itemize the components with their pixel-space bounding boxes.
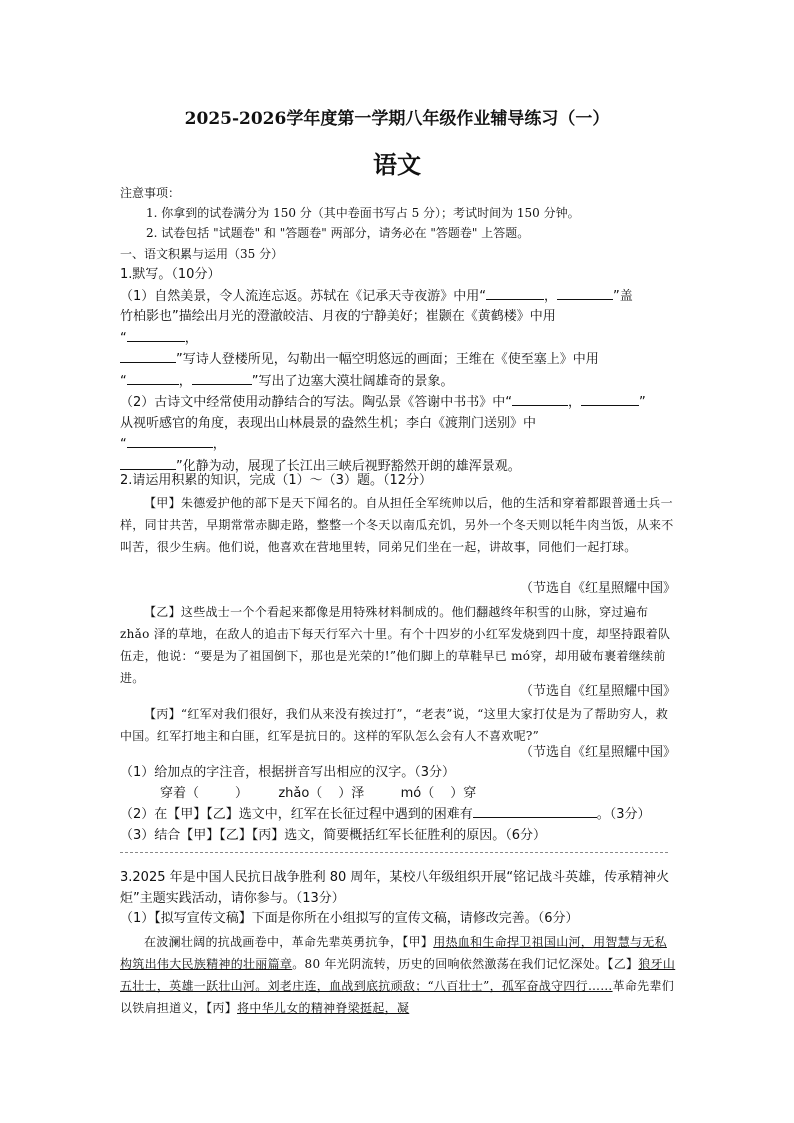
notice-item-1: 1. 你拿到的试卷满分为 150 分（其中卷面书写占 5 分）；考试时间为 150 分钟。 bbox=[146, 206, 580, 220]
answer-blank[interactable] bbox=[581, 392, 639, 406]
underlined-sentence-bing: 将中华儿女的精神脊梁挺起，凝 bbox=[237, 1001, 410, 1015]
passage-jia-source: （节选自《红星照耀中国》 bbox=[519, 581, 676, 596]
answer-blank[interactable] bbox=[120, 349, 176, 363]
propaganda-draft: 在波澜壮阔的抗战画卷中，革命先辈英勇抗争，【甲】用热血和生命捍卫祖国山河，用智慧与无私构筑出伟大民族精神的壮丽篇章。80 年光阴流转，历史的回响依然激荡在我们记忆深处。【乙】狼牙山五壮士，英雄一跃壮山河。刘老庄连，血战到底抗顽敌；“八百壮士”，孤军奋战守四行……革命先辈们以铁肩担道义，【丙】将中华儿女的精神脊梁挺起，凝 bbox=[120, 935, 676, 1015]
exam-title: 2025-2026学年度第一学期八年级作业辅导练习（一） bbox=[184, 109, 610, 129]
answer-blank[interactable] bbox=[557, 286, 613, 300]
section-divider bbox=[120, 852, 668, 853]
question-1-part-1-line-4: ”写诗人登楼所见，勾勒出一幅空明悠远的画面；王维在《使至塞上》中用 bbox=[120, 349, 676, 371]
notice-block bbox=[120, 183, 676, 243]
question-1-part-2-line-2: 从视听感官的角度，表现出山林晨景的盎然生机；李白《渡荆门送别》中 bbox=[120, 415, 537, 431]
answer-blank[interactable] bbox=[192, 371, 252, 385]
section-heading: 一、语文积累与运用（35 分） bbox=[120, 247, 284, 261]
question-1-part-2-line-1: （2）古诗文中经常使用动静结合的写法。陶弘景《答谢中书书》中“ ， ” bbox=[120, 392, 676, 414]
question-3 bbox=[120, 868, 676, 930]
question-1-part-2-line-4: ”化静为动，展现了长江出三峡后视野豁然开朗的雄浑景观。 bbox=[120, 456, 676, 478]
passage-bing-source: （节选自《红星照耀中国》 bbox=[519, 745, 676, 760]
question-1-title: 1.默写。（10分） bbox=[120, 267, 221, 282]
answer-blank[interactable] bbox=[127, 371, 179, 385]
question-3-title: 3.2025 年是中国人民抗日战争胜利 80 周年，某校八年级组织开展“铭记战斗英雄，传承精神火炬”主题实践活动，请你参与。（13分） bbox=[120, 870, 670, 906]
answer-blank[interactable] bbox=[127, 434, 213, 448]
question-1-part-2-line-3: “ ， bbox=[120, 434, 676, 456]
passage-yi-source: （节选自《红星照耀中国》 bbox=[519, 684, 676, 699]
question-1 bbox=[120, 265, 676, 477]
question-2-title: 2.请运用积累的知识，完成（1）～（3）题。（12分） bbox=[120, 473, 432, 488]
notice-heading: 注意事项： bbox=[120, 186, 181, 200]
underlined-sentence-jia: 用热血和生命捍卫祖国山河，用智慧与无私构筑出伟大民族精神的壮丽篇章 bbox=[120, 935, 667, 971]
question-2-sub-1-items: 穿着（ ） zhǎo（ ）泽 mó（ ）穿 bbox=[160, 785, 477, 801]
question-2-sub-2: （2）在【甲】【乙】选文中，红军在长征过程中遇到的困难有 。（3分） bbox=[120, 804, 676, 826]
passage-yi: 【乙】这些战士一个个看起来都像是用特殊材料制成的。他们翻越终年积雪的山脉，穿过遍布 zhǎo 泽的草地，在敌人的追击下每天行军六十里。有个十四岁的小红军发烧到四十度，却坚持跟着队伍走，他说：“要是为了祖国倒下，那也是光荣的!”他们脚上的草鞋早已 mó穿，却用破布裹着继续前进。 bbox=[120, 605, 671, 685]
answer-blank[interactable] bbox=[127, 328, 185, 342]
answer-blank[interactable] bbox=[512, 392, 568, 406]
passage-bing: 【丙】“红军对我们很好，我们从来没有挨过打”，“老表”说，“这里大家打仗是为了帮助穷人，救中国。红军打地主和白匪，红军是抗日的。这样的军队怎么会有人不喜欢呢?” bbox=[120, 707, 669, 743]
answer-blank[interactable] bbox=[486, 286, 544, 300]
passage-jia: 【甲】朱德爱护他的部下是天下闻名的。自从担任全军统帅以后，他的生活和穿着都跟普通士兵一样，同甘共苦，早期常常赤脚走路，整整一个冬天以南瓜充饥，另外一个冬天则以牦牛肉当饭，从来不叫苦，很少生病。他们说，他喜欢在营地里转，同弟兄们坐在一起，讲故事，同他们一起打球。 bbox=[120, 496, 674, 554]
subject-title: 语文 bbox=[373, 151, 421, 179]
question-1-part-1-line-5: “ ， ”写出了边塞大漠壮阔雄奇的景象。 bbox=[120, 371, 676, 393]
underlined-sentence-yi: 狼牙山五壮士，英雄一跃壮山河。刘老庄连，血战到底抗顽敌；“八百壮士”，孤军奋战守四行…… bbox=[120, 957, 676, 993]
question-2-sub-1: （1）给加点的字注音，根据拼音写出相应的汉字。（3分） bbox=[120, 765, 456, 780]
question-1-part-1-line-2: 竹柏影也”描绘出月光的澄澈皎洁、月夜的宁静美好；崔颢在《黄鹤楼》中用 bbox=[120, 309, 556, 324]
question-1-part-1-line-1: （1）自然美景，令人流连忘返。苏轼在《记承天寺夜游》中用“ ， ”盖 bbox=[120, 286, 676, 308]
question-1-part-1-line-3: “ ， bbox=[120, 328, 676, 350]
answer-blank[interactable] bbox=[120, 456, 176, 470]
question-3-sub-1: （1）【拟写宣传文稿】下面是你所在小组拟写的宣传文稿，请修改完善。（6分） bbox=[120, 911, 579, 926]
answer-blank[interactable] bbox=[473, 804, 597, 818]
question-2-subquestions bbox=[120, 763, 676, 846]
notice-item-2: 2. 试卷包括 "试题卷" 和 "答题卷" 两部分，请务必在 "答题卷" 上答题。 bbox=[146, 226, 530, 240]
question-2-sub-3: （3）结合【甲】【乙】【丙】选文，简要概括红军长征胜利的原因。（6分） bbox=[120, 827, 547, 843]
